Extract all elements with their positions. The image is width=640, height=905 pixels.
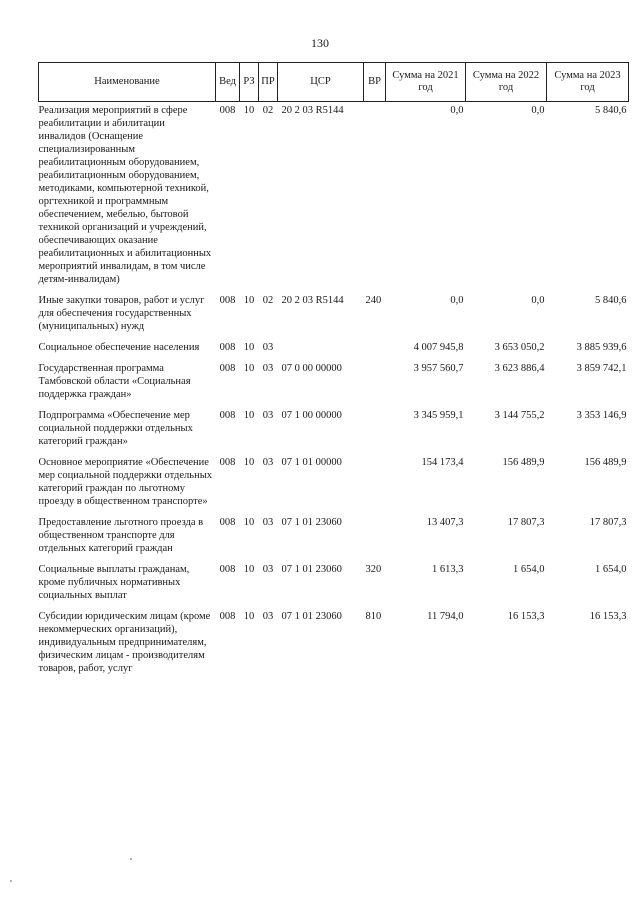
row-ved: 008 <box>219 105 236 116</box>
row-vr: 240 <box>365 295 382 306</box>
row-sum-2021: 1 613,3 <box>432 564 464 575</box>
row-rz: 10 <box>243 564 255 575</box>
header-ved: Вед <box>216 63 240 102</box>
row-ved: 008 <box>219 457 236 468</box>
scan-speck <box>10 880 12 882</box>
row-csr <box>278 339 364 360</box>
row-pr: 03 <box>262 611 274 622</box>
header-csr: ЦСР <box>278 63 364 102</box>
row-name: Социальное обеспечение населения <box>38 342 200 353</box>
row-pr: 03 <box>262 457 274 468</box>
header-sum-2021: Сумма на 2021 год <box>386 63 466 102</box>
header-sum-2023: Сумма на 2023 год <box>547 63 629 102</box>
row-pr: 03 <box>262 363 274 374</box>
table-row <box>39 407 629 454</box>
row-sum-2022: 16 153,3 <box>507 611 545 622</box>
row-name: Предоставление льготного проезда в общественном транспорте для отдельных категорий граждан <box>38 517 204 554</box>
row-sum-2021: 0,0 <box>450 295 464 306</box>
row-sum-2021: 11 794,0 <box>427 611 464 622</box>
row-pr: 03 <box>262 517 274 528</box>
row-ved: 008 <box>219 410 236 421</box>
row-sum-2022: 3 623 886,4 <box>494 363 545 374</box>
row-vr <box>364 454 386 514</box>
row-name: Социальные выплаты гражданам, кроме публичных нормативных социальных выплат <box>38 564 190 601</box>
row-vr <box>364 407 386 454</box>
row-sum-2022: 3 653 050,2 <box>494 342 545 353</box>
row-sum-2022: 0,0 <box>531 295 545 306</box>
row-csr: 07 1 00 00000 <box>281 410 342 421</box>
row-sum-2022: 156 489,9 <box>502 457 545 468</box>
row-sum-2023: 16 153,3 <box>589 611 627 622</box>
row-csr: 07 1 01 00000 <box>281 457 342 468</box>
row-pr: 03 <box>262 564 274 575</box>
row-name: Реализация мероприятий в сфере реабилитации и абилитации инвалидов (Оснащение специализированным реабилитационным оборудованием, реабилитационным оборудованием, методиками, компьютерной техникой, оргтехникой и программным обеспечением, мебелью, бытовой техникой организаций и учреждений, обеспечивающих оказание реабилитационных и абилитационных мероприятий инвалидам, в том числе детям-инвалидам) <box>38 105 212 285</box>
row-ved: 008 <box>219 295 236 306</box>
row-csr: 07 1 01 23060 <box>281 611 342 622</box>
row-sum-2023: 3 353 146,9 <box>576 410 627 421</box>
row-name: Основное мероприятие «Обеспечение мер социальной поддержки отдельных категорий граждан по льготному проезду в общественном транспорте» <box>38 457 213 507</box>
row-sum-2023: 3 859 742,1 <box>576 363 627 374</box>
row-rz: 10 <box>243 105 255 116</box>
row-sum-2021: 3 345 959,1 <box>413 410 464 421</box>
row-vr <box>364 339 386 360</box>
row-sum-2021: 0,0 <box>450 105 464 116</box>
row-csr: 20 2 03 R5144 <box>281 105 344 116</box>
table-row <box>39 360 629 407</box>
row-ved: 008 <box>219 517 236 528</box>
header-name: Наименование <box>39 63 216 102</box>
table-row <box>39 292 629 339</box>
row-vr <box>364 102 386 293</box>
row-sum-2021: 154 173,4 <box>421 457 464 468</box>
row-ved: 008 <box>219 363 236 374</box>
row-name: Государственная программа Тамбовской области «Социальная поддержка граждан» <box>38 363 191 400</box>
page-number: 130 <box>311 36 329 50</box>
row-sum-2022: 1 654,0 <box>513 564 545 575</box>
row-pr: 03 <box>262 342 274 353</box>
header-vr: ВР <box>364 63 386 102</box>
table-header <box>39 63 629 102</box>
row-sum-2023: 17 807,3 <box>589 517 627 528</box>
scan-speck <box>130 858 132 860</box>
row-sum-2022: 0,0 <box>531 105 545 116</box>
row-sum-2023: 5 840,6 <box>595 295 627 306</box>
header-pr: ПР <box>259 63 278 102</box>
header-rz: РЗ <box>240 63 259 102</box>
row-sum-2023: 5 840,6 <box>595 105 627 116</box>
row-csr: 07 1 01 23060 <box>281 517 342 528</box>
row-csr: 07 1 01 23060 <box>281 564 342 575</box>
row-sum-2023: 1 654,0 <box>595 564 627 575</box>
table-row <box>39 561 629 608</box>
table-row <box>39 339 629 360</box>
table-body <box>39 102 629 682</box>
row-sum-2021: 4 007 945,8 <box>413 342 464 353</box>
row-rz: 10 <box>243 363 255 374</box>
row-sum-2021: 3 957 560,7 <box>413 363 464 374</box>
row-pr: 02 <box>262 295 274 306</box>
row-rz: 10 <box>243 295 255 306</box>
table-row <box>39 454 629 514</box>
row-name: Иные закупки товаров, работ и услуг для обеспечения государственных (муниципальных) нужд <box>38 295 205 332</box>
row-sum-2023: 3 885 939,6 <box>576 342 627 353</box>
table-row <box>39 102 629 293</box>
budget-table <box>38 62 629 681</box>
row-sum-2023: 156 489,9 <box>584 457 627 468</box>
row-rz: 10 <box>243 517 255 528</box>
row-vr <box>364 514 386 561</box>
row-rz: 10 <box>243 342 255 353</box>
table-row <box>39 514 629 561</box>
row-rz: 10 <box>243 457 255 468</box>
row-vr: 810 <box>365 611 382 622</box>
row-rz: 10 <box>243 611 255 622</box>
row-sum-2021: 13 407,3 <box>426 517 464 528</box>
row-vr <box>364 360 386 407</box>
row-csr: 07 0 00 00000 <box>281 363 342 374</box>
row-ved: 008 <box>219 611 236 622</box>
row-ved: 008 <box>219 342 236 353</box>
header-sum-2022: Сумма на 2022 год <box>466 63 547 102</box>
row-pr: 02 <box>262 105 274 116</box>
row-csr: 20 2 03 R5144 <box>281 295 344 306</box>
row-sum-2022: 17 807,3 <box>507 517 545 528</box>
row-name: Субсидии юридическим лицам (кроме некоммерческих организаций), индивидуальным предпринимателям, физическим лицам - производителям товаров, работ, услуг <box>38 611 211 674</box>
row-rz: 10 <box>243 410 255 421</box>
row-vr: 320 <box>365 564 382 575</box>
row-sum-2022: 3 144 755,2 <box>494 410 545 421</box>
row-pr: 03 <box>262 410 274 421</box>
row-name: Подпрограмма «Обеспечение мер социальной поддержки отдельных категорий граждан» <box>38 410 193 447</box>
table-row <box>39 608 629 681</box>
row-ved: 008 <box>219 564 236 575</box>
